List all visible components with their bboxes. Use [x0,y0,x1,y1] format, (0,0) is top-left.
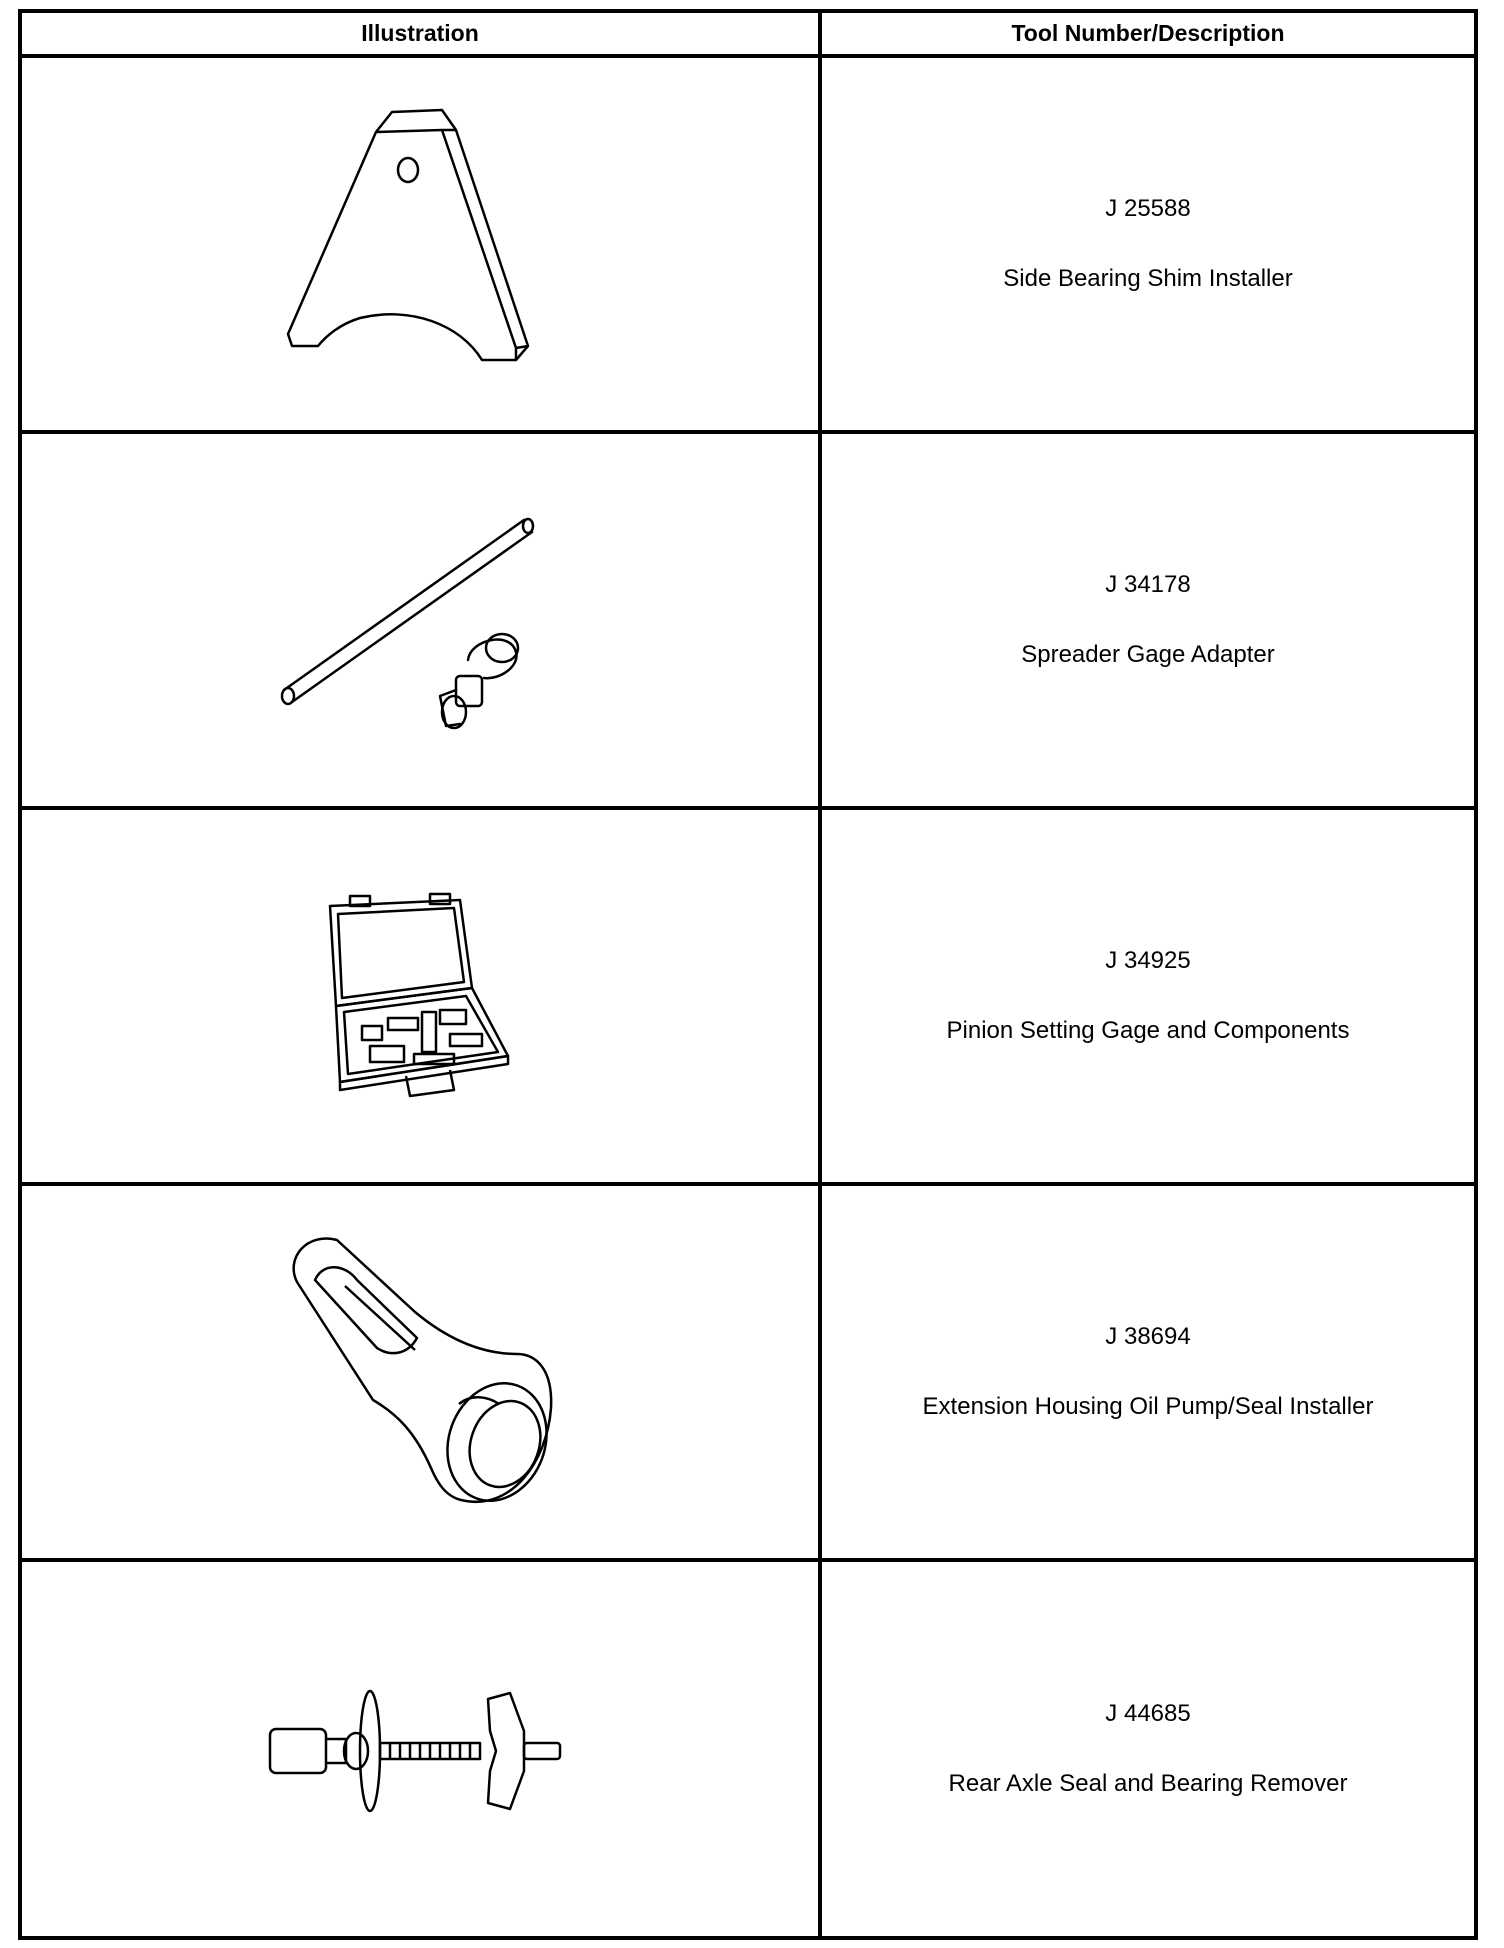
description-header: Tool Number/Description [1011,20,1285,46]
illustration-cell [22,1186,822,1558]
tool-number: J 44685 [1105,1700,1191,1727]
tool-description: Side Bearing Shim Installer [1003,265,1293,292]
description-cell [822,58,1474,430]
tool-number: J 38694 [1105,1323,1191,1350]
tool-description: Pinion Setting Gage and Components [946,1017,1350,1044]
table-row [22,1186,1474,1562]
table-row [22,434,1474,810]
gage-case-icon [310,886,530,1106]
shim-installer-icon [270,84,570,404]
description-cell [822,434,1474,806]
tool-number: J 34178 [1105,571,1191,598]
table-row [22,58,1474,434]
tool-description: Spreader Gage Adapter [1021,641,1275,668]
table-row [22,810,1474,1186]
description-cell [822,1562,1474,1936]
illustration-header: Illustration [22,13,822,54]
tool-number: J 25588 [1105,195,1191,222]
illustration-cell [22,810,822,1182]
illustration-cell [22,58,822,430]
illustration-cell [22,1562,822,1936]
bearing-remover-icon [260,1669,580,1829]
description-cell [822,1186,1474,1558]
table-row [22,1562,1474,1936]
tool-number: J 34925 [1105,947,1191,974]
table-header [22,13,1474,58]
tool-description: Extension Housing Oil Pump/Seal Installer [922,1393,1374,1420]
tool-description: Rear Axle Seal and Bearing Remover [948,1770,1348,1797]
gage-adapter-icon [270,490,570,750]
tool-table [18,9,1478,1940]
illustration-cell [22,434,822,806]
description-cell [822,810,1474,1182]
seal-installer-icon [265,1222,575,1522]
